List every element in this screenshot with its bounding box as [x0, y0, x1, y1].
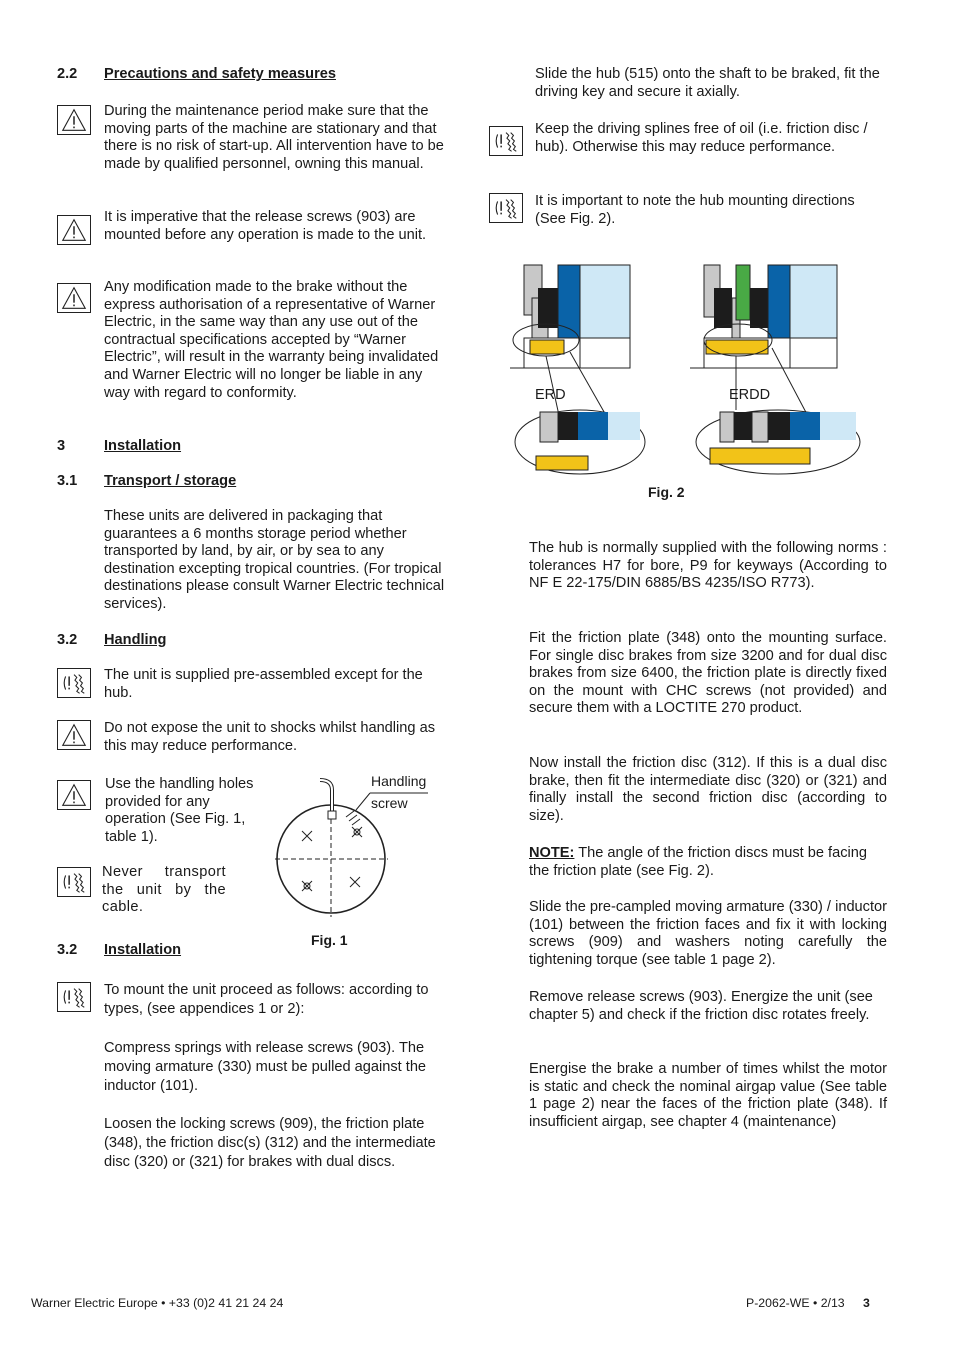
section-title-installation-steps: Installation: [104, 942, 182, 958]
section-title-installation: Installation: [104, 438, 182, 454]
paragraph-compress-springs: Compress springs with release screws (903). The moving armature (330) must be pulled against the inductor (101).: [104, 1040, 427, 1094]
warning-icon: [57, 215, 91, 245]
paragraph-remove-screws: Remove release screws (903). Energize the unit (see chapter 5) and check if the friction disc rotates freely.: [529, 989, 873, 1023]
info-icon: [57, 867, 91, 897]
section-number: 3.2: [57, 942, 78, 958]
paragraph-packaging: These units are delivered in packaging that guarantees a 6 months storage period whether transported by land, by air, or by sea to any destination excepting tropical countries. (For tropical destinations please consult Warner Electric technical services).: [104, 508, 445, 612]
info-icon: [57, 668, 91, 698]
section-title-precautions: Precautions and safety measures: [104, 66, 336, 82]
paragraph-pre-assembled: The unit is supplied pre-assembled except for the hub.: [104, 667, 423, 701]
paragraph-shocks: Do not expose the unit to shocks whilst handling as this may reduce performance.: [104, 720, 435, 754]
paragraph-armature: Slide the pre-campled moving armature (330) / inductor (101) between the friction faces and fix it with locking screws (909) and washers noting carefully the tightening torque (see table 1 page 2).: [529, 899, 887, 968]
fig1-label-handling: Handling: [371, 773, 427, 789]
paragraph-handling-holes: Use the handling holes provided for any operation (See Fig. 1, table 1).: [105, 776, 254, 845]
note-text: The angle of the friction discs must be facing the friction plate (see Fig. 2).: [529, 845, 867, 879]
section-number: 3.2: [57, 632, 78, 648]
info-icon: [57, 982, 91, 1012]
warning-icon: [57, 720, 91, 750]
paragraph-splines: Keep the driving splines free of oil (i.e. friction disc / hub). Otherwise this may reduce performance.: [535, 121, 868, 155]
note-label: NOTE:: [529, 845, 575, 861]
info-icon: [489, 193, 523, 223]
paragraph-maintenance: During the maintenance period make sure that the moving parts of the machine are stationary and that there is no risk of start-up. All intervention have to be made by qualified personnel, owning this manual.: [104, 103, 444, 172]
figure-1-caption: Fig. 1: [311, 932, 348, 948]
figure-2-drawing: [510, 260, 865, 480]
figure-1-drawing: [270, 775, 460, 925]
warning-icon: [57, 283, 91, 313]
paragraph-friction-disc: Now install the friction disc (312). If this is a dual disc brake, then fit the intermediate disc (320) or (321) and finally install the second friction disc (according to size).: [529, 755, 887, 824]
paragraph-note: [529, 845, 887, 880]
section-number: 3: [57, 438, 66, 454]
footer-docref: P-2062-WE • 2/13: [746, 1296, 845, 1310]
paragraph-mount-unit: To mount the unit proceed as follows: according to types, (see appendices 1 or 2):: [104, 982, 429, 1017]
section-title-handling: Handling: [104, 632, 167, 648]
figure-2-caption: Fig. 2: [648, 484, 685, 500]
paragraph-cable: Never transport the unit by the cable.: [102, 864, 226, 916]
paragraph-energise: Energise the brake a number of times whilst the motor is static and check the nominal airgap value (See table 1 page 2) near the faces of the friction plate (348). If insufficient airgap, see chapter 4 (maintenance): [529, 1061, 887, 1130]
section-title-transport: Transport / storage: [104, 473, 237, 489]
fig2-label-erd: ERD: [535, 387, 566, 403]
page-number: 3: [863, 1296, 870, 1310]
paragraph-loosen-screws: Loosen the locking screws (909), the friction plate (348), the friction disc(s) (312) and the intermediate disc (320) or (321) for brakes with dual discs.: [104, 1116, 436, 1170]
section-number: 2.2: [57, 66, 78, 82]
info-icon: [489, 126, 523, 156]
fig1-label-screw: screw: [371, 795, 408, 811]
paragraph-slide-hub: Slide the hub (515) onto the shaft to be braked, fit the driving key and secure it axially.: [535, 66, 880, 100]
paragraph-friction-plate: Fit the friction plate (348) onto the mounting surface. For single disc brakes from size 3200 and for dual disc brakes from size 6400, the friction plate is directly fixed on the mount with CHC screws (not provided) and secure them with a LOCTITE 270 product.: [529, 630, 887, 717]
paragraph-release-screws: It is imperative that the release screws (903) are mounted before any operation is made to the unit.: [104, 209, 427, 243]
fig2-label-erdd: ERDD: [729, 387, 771, 403]
section-number: 3.1: [57, 473, 78, 489]
warning-icon: [57, 780, 91, 810]
footer-company: Warner Electric Europe • +33 (0)2 41 21 24 24: [31, 1296, 284, 1310]
paragraph-hub-direction: It is important to note the hub mounting directions (See Fig. 2).: [535, 193, 855, 227]
warning-icon: [57, 105, 91, 135]
paragraph-hub-norms: The hub is normally supplied with the following norms : tolerances H7 for bore, P9 for keyways (According to NF E 22-175/DIN 6885/BS 4235/ISO R773).: [529, 540, 887, 592]
paragraph-modification: Any modification made to the brake without the express authorisation of a representative of Warner Electric, in the same way than any use out of the contractual specifications accepted by “Warner Electric”, will result in the warranty being invalidated and Warner Electric will no longer be liable in any way with regard to conformity.: [104, 279, 439, 401]
